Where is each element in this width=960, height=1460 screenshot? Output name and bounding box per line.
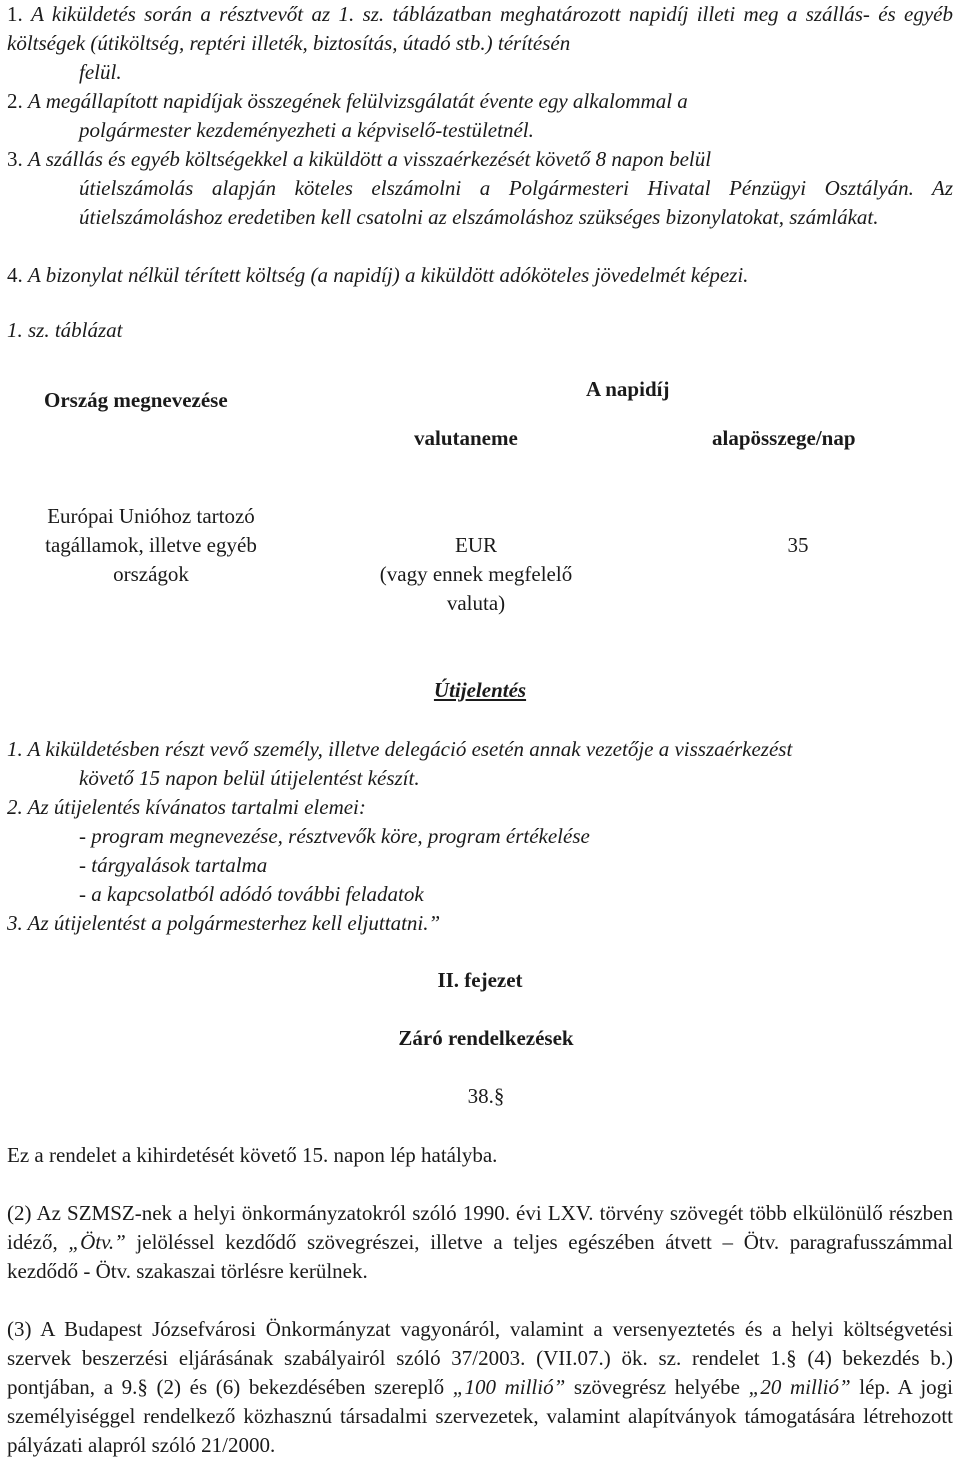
paragraph-2 bbox=[7, 1199, 953, 1286]
item-number: 2. bbox=[7, 89, 23, 113]
paragraph-text: szövegrész helyébe bbox=[565, 1375, 749, 1399]
item-continuation: útielszámolás alapján köteles elszámolni a Polgármesteri Hivatal Pénzügyi Osztályán. Az útielszámoláshoz eredetiben kell csatolni az elszámoláshoz szükséges bizonylatokat, számlákat. bbox=[79, 176, 953, 229]
cell-line: (vagy ennek megfelelő bbox=[379, 562, 573, 586]
item-1 bbox=[7, 0, 953, 87]
header-currency: valutaneme bbox=[414, 426, 518, 450]
section-title-report: Útijelentés bbox=[433, 678, 527, 702]
paragraph-text: (3) A Budapest Józsefvárosi Önkormányzat vagyonáról, valamint a versenyeztetés és a helyi költségvetési szervek beszerzési eljárásának szabályairól szóló 37/2003. (VII.07.) ök. sz. rendelet 1.§ (4) bekezdés b.) pontjában, a 9.§ (2) és (6) bekezdésében szereplő bbox=[7, 1317, 953, 1399]
table-caption: 1. sz. táblázat bbox=[7, 318, 123, 342]
report-item-text: 1. A kiküldetésben részt vevő személy, illetve delegáció esetén annak vezetője a visszaérkezést bbox=[7, 737, 793, 761]
item-3 bbox=[7, 145, 953, 232]
report-dash-item: - a kapcsolatból adódó további feladatok bbox=[79, 882, 424, 906]
item-text: A kiküldetés során a résztvevőt az 1. sz. táblázatban meghatározott napidíj illeti meg a szállás- és egyéb költségek (útiköltség, reptéri illeték, biztosítás, útadó stb.) térítésén bbox=[7, 2, 954, 55]
header-country: Ország megnevezése bbox=[44, 388, 228, 412]
item-continuation: polgármester kezdeményezheti a képviselő-testületnél. bbox=[79, 118, 534, 142]
report-item-2: 2. Az útijelentés kívánatos tartalmi elemei: bbox=[7, 795, 366, 819]
header-napidij: A napidíj bbox=[586, 377, 670, 401]
paragraph-text: jelöléssel kezdődő szövegrészei, illetve a teljes egészében átvett – Ötv. paragrafusszámmal kezdődő - Ötv. szakaszai törlésre kerülnek. bbox=[7, 1230, 953, 1283]
item-text: A bizonylat nélkül térített költség (a napidíj) a kiküldött adóköteles jövedelmét képezi. bbox=[28, 263, 749, 287]
paragraph-quote: „Ötv.” bbox=[68, 1230, 126, 1254]
paragraph-text: lép. A jogi személyiséggel rendelkező közhasznú társadalmi szervezetek, valamint alapítványok támogatására létrehozott pályázati alapról szóló 21/2000. bbox=[7, 1375, 953, 1457]
item-number: 4. bbox=[7, 263, 23, 287]
section-number: 38.§ bbox=[467, 1084, 505, 1108]
report-item-1 bbox=[7, 735, 953, 793]
cell-line: országok bbox=[113, 562, 189, 586]
closing-title: Záró rendelkezések bbox=[398, 1026, 574, 1050]
cell-currency bbox=[340, 531, 612, 618]
paragraph-quote: „100 millió” bbox=[452, 1375, 566, 1399]
cell-line: EUR bbox=[455, 533, 497, 557]
item-continuation: felül. bbox=[79, 60, 122, 84]
cell-line: valuta) bbox=[446, 591, 506, 615]
item-number: 1. bbox=[7, 2, 23, 26]
paragraph-text: (2) Az SZMSZ-nek a helyi önkormányzatokról szóló 1990. évi LXV. törvény szövegét több elkülönülő részben idéző, bbox=[7, 1201, 953, 1254]
item-text: A megállapított napidíjak összegének felülvizsgálatát évente egy alkalommal a bbox=[28, 89, 688, 113]
header-amount: alapösszege/nap bbox=[712, 426, 856, 450]
paragraph-quote: „20 millió” bbox=[748, 1375, 851, 1399]
chapter-title: II. fejezet bbox=[437, 968, 523, 992]
report-dash-item: - program megnevezése, résztvevők köre, program értékelése bbox=[79, 824, 590, 848]
effective-paragraph: Ez a rendelet a kihirdetését követő 15. napon lép hatályba. bbox=[7, 1143, 498, 1167]
item-number: 3. bbox=[7, 147, 23, 171]
report-dash-item: - tárgyalások tartalma bbox=[79, 853, 268, 877]
report-item-continuation: követő 15 napon belül útijelentést készít. bbox=[79, 766, 420, 790]
item-text: A szállás és egyéb költségekkel a kiküldött a visszaérkezését követő 8 napon belül bbox=[28, 147, 712, 171]
item-2 bbox=[7, 87, 953, 145]
cell-amount: 35 bbox=[787, 533, 809, 557]
item-4 bbox=[7, 261, 953, 290]
cell-line: Európai Unióhoz tartozó bbox=[47, 504, 255, 528]
cell-country bbox=[20, 502, 282, 589]
report-item-3: 3. Az útijelentést a polgármesterhez kell eljuttatni.” bbox=[7, 911, 441, 935]
paragraph-3 bbox=[7, 1315, 953, 1460]
cell-line: tagállamok, illetve egyéb bbox=[45, 533, 257, 557]
